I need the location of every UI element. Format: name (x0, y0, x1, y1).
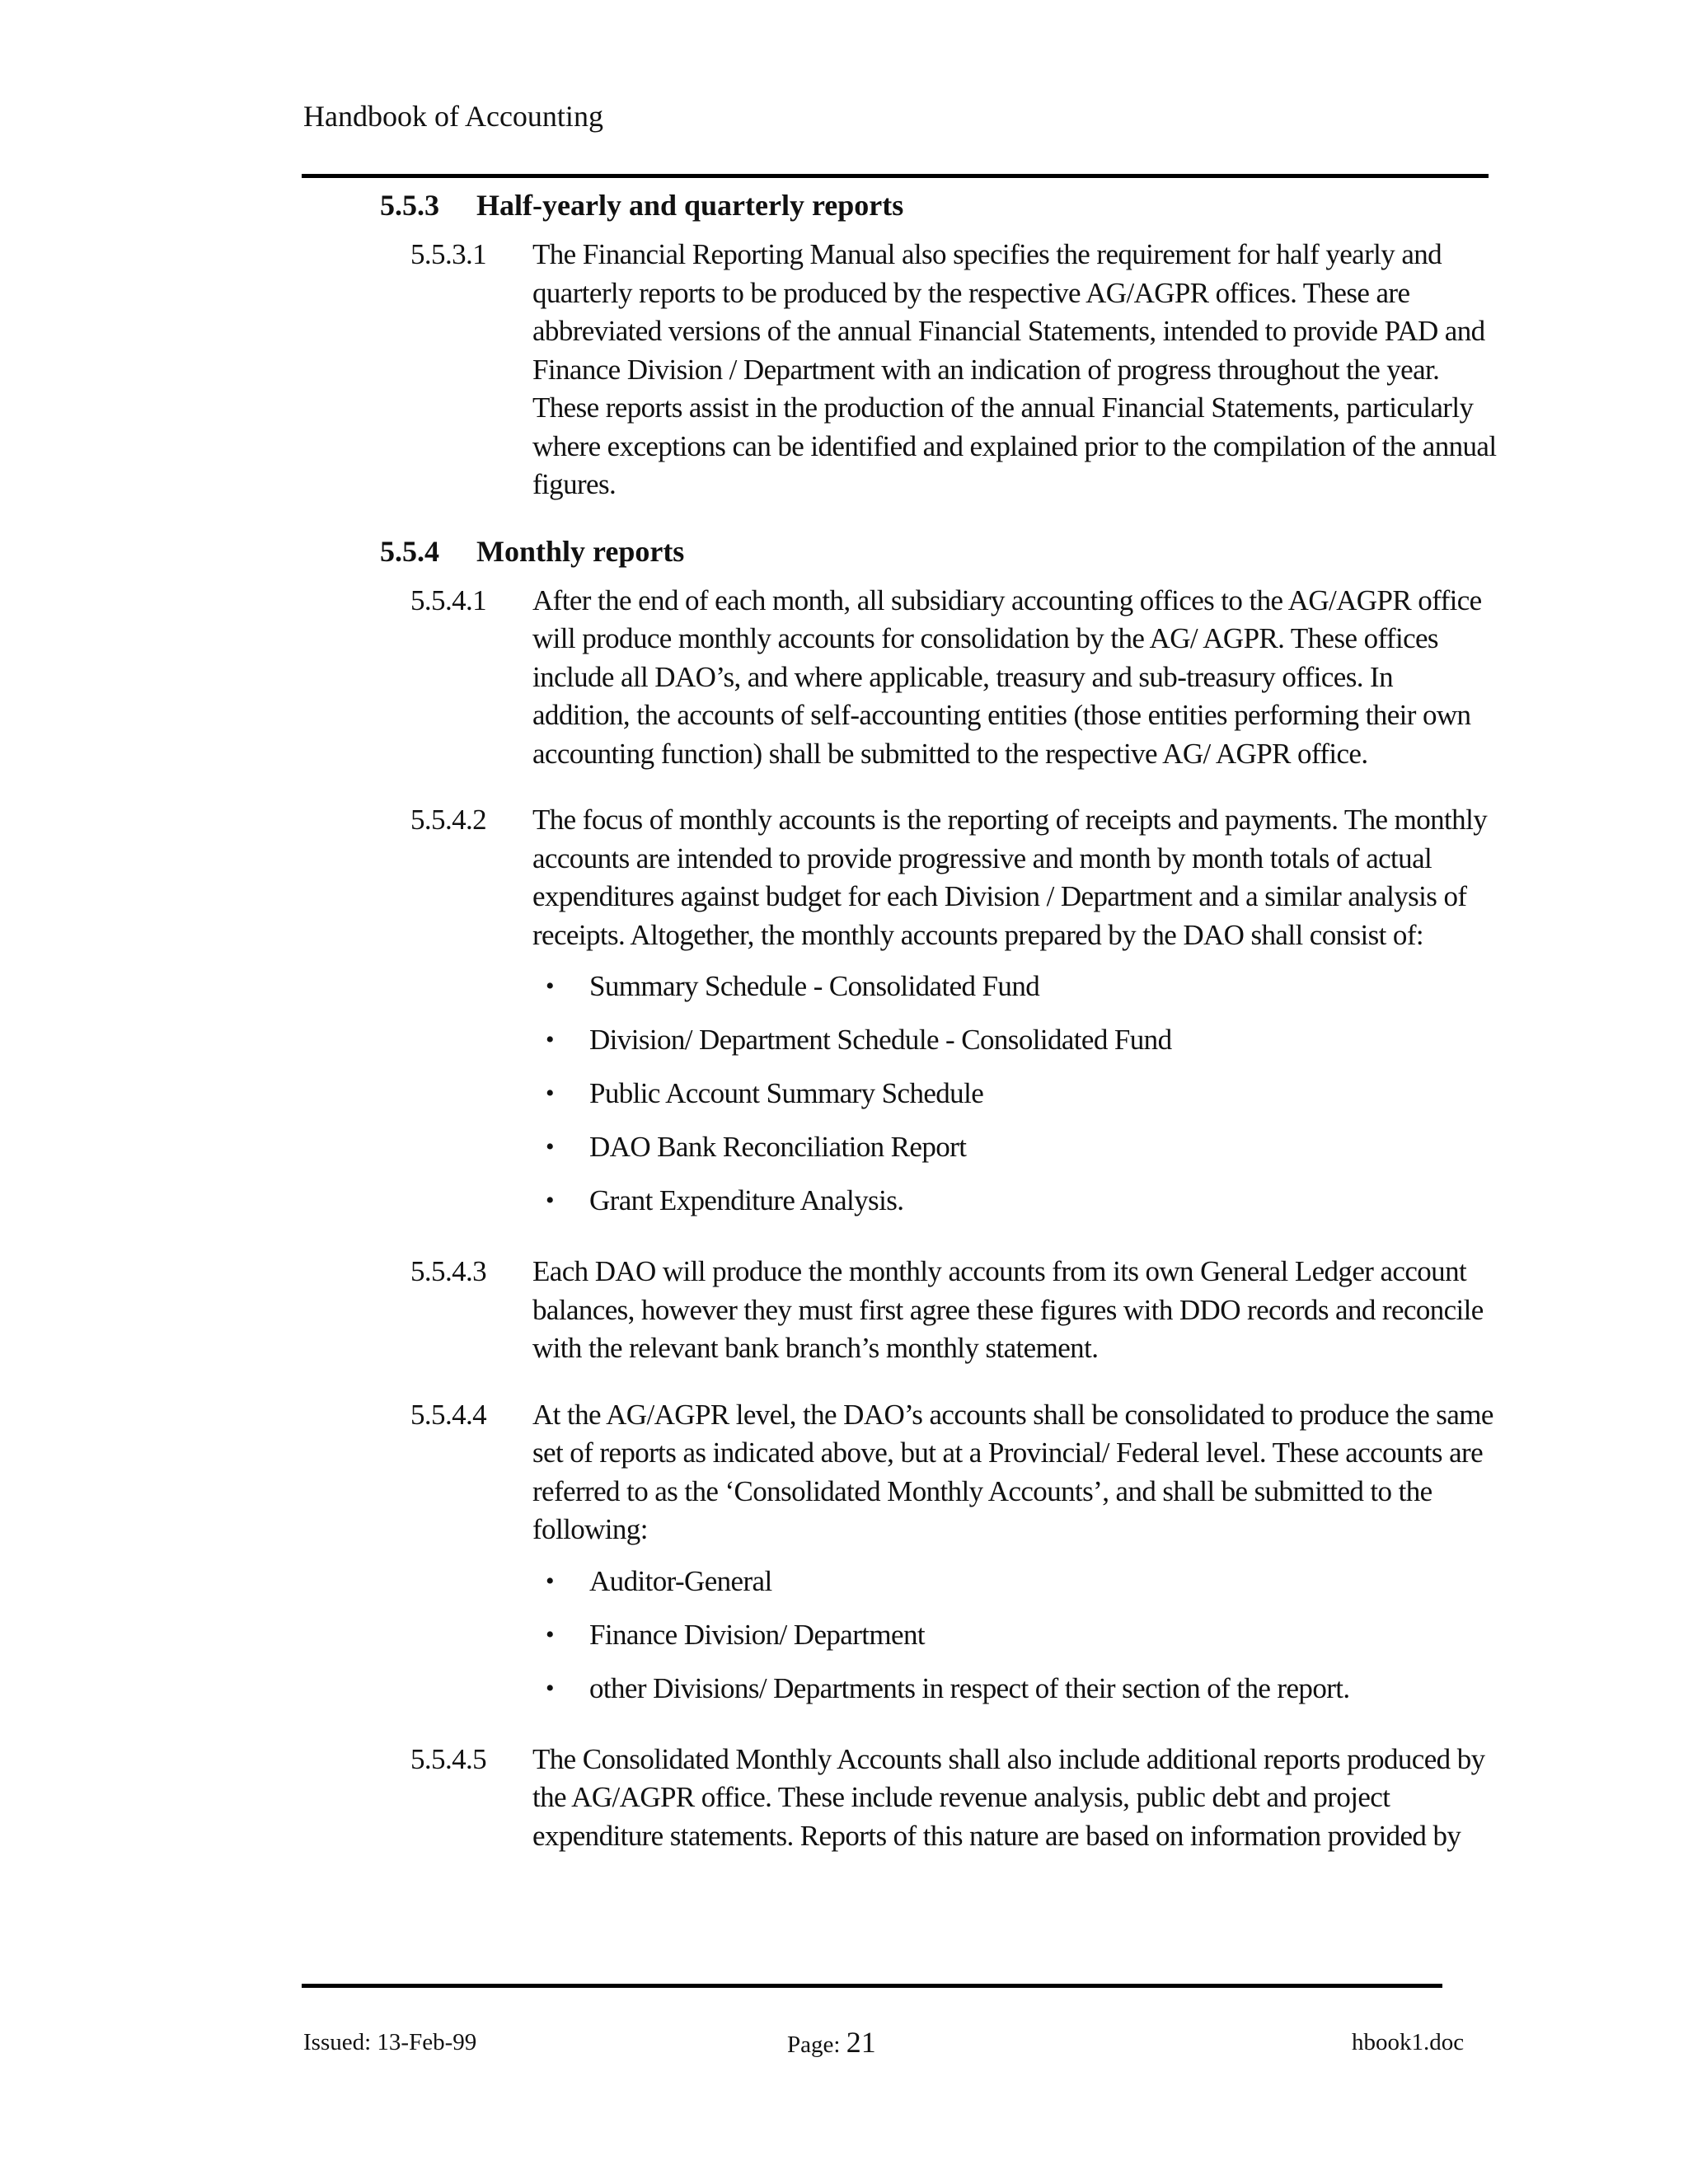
paragraph-text: Each DAO will produce the monthly accounts from its own General Ledger account balances, however they must first agree these figures with DDO records and reconcile with the relevant bank branch’s monthly statement. (532, 1255, 1484, 1364)
paragraph-text: At the AG/AGPR level, the DAO’s accounts shall be consolidated to produce the same set of reports as indicated above, but at a Provincial/ Federal level. These accounts are referred to as the ‘Consolidated Monthly Accounts’, and shall be submitted to the following: (532, 1398, 1493, 1545)
section-heading (380, 532, 1497, 570)
bullet-icon: • (546, 1080, 554, 1107)
paragraph-number: 5.5.4.1 (410, 583, 487, 616)
bullet-icon: • (546, 1133, 554, 1160)
bullet-icon: • (546, 1026, 554, 1053)
bullet-icon: • (546, 1620, 554, 1648)
paragraph (302, 1396, 1497, 1549)
header-rule (302, 174, 1489, 178)
paragraph (302, 582, 1497, 774)
paragraph-text: After the end of each month, all subsidiary accounting offices to the AG/AGPR office will produce monthly accounts for consolidation by the AG/ AGPR. These offices include all DAO’s, and where applicable, treasury and sub-treasury offices. In addition, the accounts of self-accounting entities (those entities performing their own accounting function) shall be submitted to the respective AG/ AGPR office. (532, 583, 1482, 770)
section-title: Half-yearly and quarterly reports (476, 189, 904, 222)
paragraph-number: 5.5.4.2 (410, 804, 487, 836)
paragraph-text: The Financial Reporting Manual also specifies the requirement for half yearly and quarterly reports to be produced by the respective AG/AGPR offices. These are abbreviated versions of the annual Financial Statements, intended to provide PAD and Finance Division / Department with an indication of progress throughout the year. These reports assist in the production of the annual Financial Statements, particularly where exceptions can be identified and explained prior to the compilation of the annual figures. (532, 238, 1497, 500)
bullet-icon: • (546, 1567, 554, 1595)
section-title: Monthly reports (476, 534, 685, 568)
paragraph (302, 1741, 1497, 1856)
list-item: • Public Account Summary Schedule (302, 1075, 1497, 1113)
bullet-list (302, 1563, 1497, 1708)
list-item: • Finance Division/ Department (302, 1616, 1497, 1654)
list-item: • DAO Bank Reconciliation Report (302, 1128, 1497, 1166)
paragraph (302, 1253, 1497, 1368)
paragraph-number: 5.5.4.5 (410, 1742, 487, 1775)
page-label: Page: (787, 2032, 846, 2058)
footer-page (787, 2026, 876, 2061)
list-item: • other Divisions/ Departments in respect of their section of the report. (302, 1670, 1497, 1708)
footer-rule (302, 1984, 1442, 1988)
paragraph-number: 5.5.4.3 (410, 1255, 487, 1287)
paragraph (302, 801, 1497, 954)
list-item: • Summary Schedule - Consolidated Fund (302, 968, 1497, 1005)
paragraph-text: The Consolidated Monthly Accounts shall also include additional reports produced by the AG/AGPR office. These include revenue analysis, public debt and project expenditure statements. Reports of this nature are based on information provided by (532, 1742, 1485, 1852)
paragraph-number: 5.5.3.1 (410, 238, 487, 270)
paragraph-text: The focus of monthly accounts is the reporting of receipts and payments. The monthly accounts are intended to provide progressive and month by month totals of actual expenditures against budget for each Division / Department and a similar analysis of receipts. Altogether, the monthly accounts prepared by the DAO shall consist of: (532, 804, 1488, 951)
bullet-list (302, 968, 1497, 1220)
section-number: 5.5.4 (380, 534, 439, 568)
paragraph (302, 236, 1497, 504)
document-body (302, 186, 1497, 1883)
bullet-icon: • (546, 1674, 554, 1702)
footer-filename: hbook1.doc (1352, 2029, 1465, 2055)
paragraph-number: 5.5.4.4 (410, 1398, 487, 1431)
page-number: 21 (846, 2026, 876, 2059)
section-heading (380, 186, 1497, 224)
bullet-icon: • (546, 1187, 554, 1214)
footer-issued-date: Issued: 13-Feb-99 (303, 2029, 477, 2055)
section-number: 5.5.3 (380, 189, 439, 222)
list-item: • Grant Expenditure Analysis. (302, 1182, 1497, 1220)
list-item: • Auditor-General (302, 1563, 1497, 1601)
page-header-title: Handbook of Accounting (303, 100, 603, 133)
list-item: • Division/ Department Schedule - Consolidated Fund (302, 1021, 1497, 1059)
bullet-icon: • (546, 972, 554, 1000)
